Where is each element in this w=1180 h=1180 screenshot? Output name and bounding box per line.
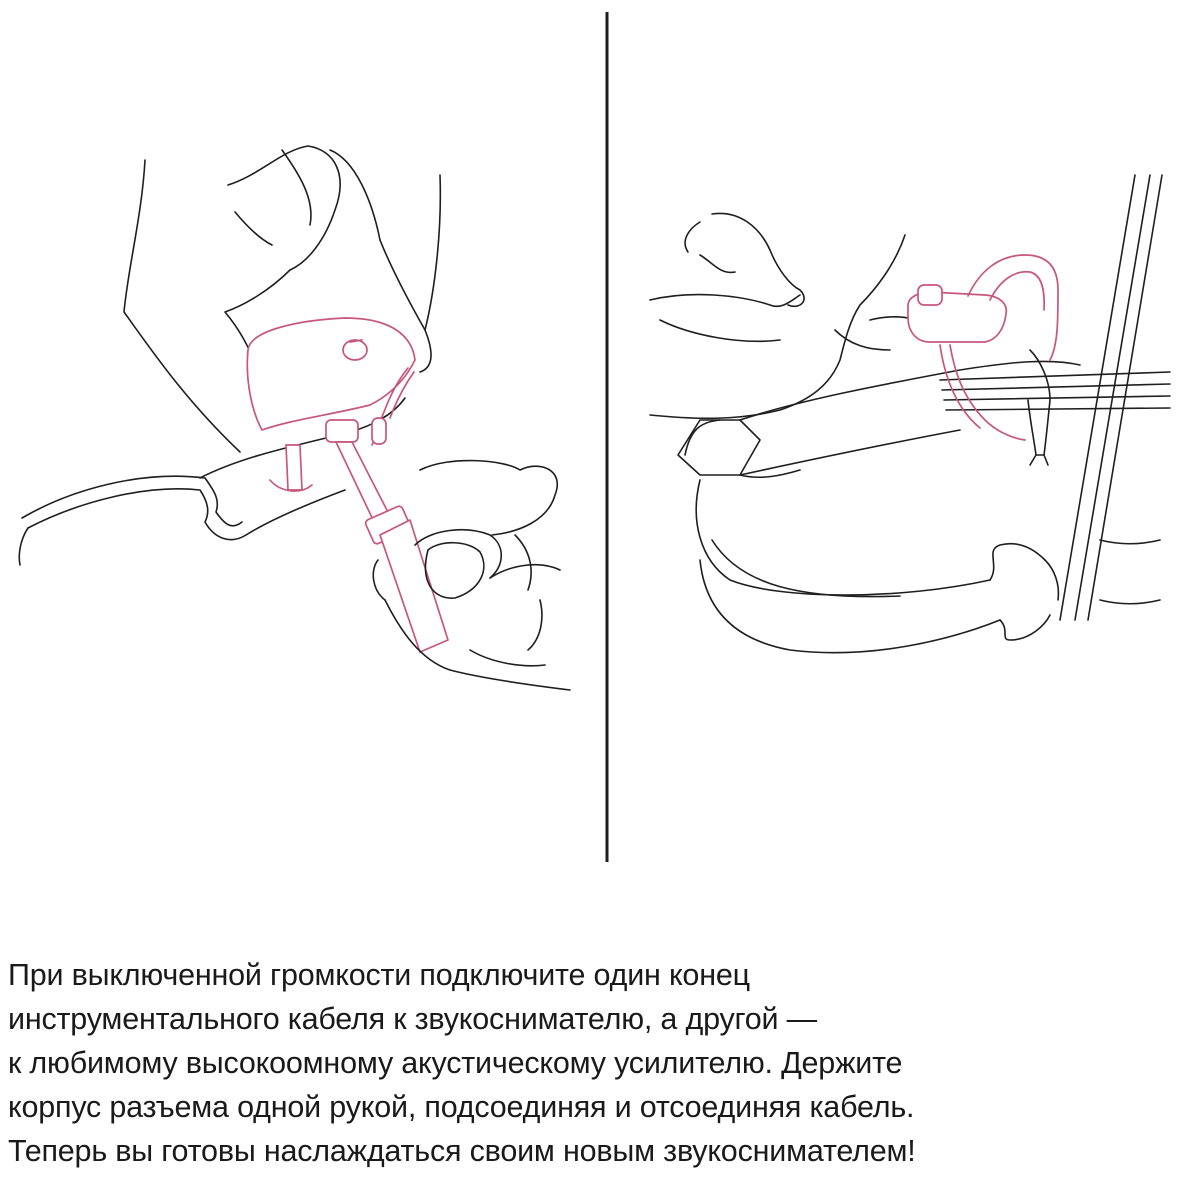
caption-line-4: корпус разъема одной рукой, подсоединяя и отсоединяя кабель. — [8, 1090, 915, 1124]
left-panel — [19, 146, 570, 690]
caption-line-5: Теперь вы готовы наслаждаться своим новым звукоснимателем! — [8, 1134, 916, 1168]
caption-line-1: При выключенной громкости подключите один конец — [8, 958, 750, 992]
caption-line-3: к любимому высокоомному акустическому усилителю. Держите — [8, 1046, 903, 1080]
right-panel — [650, 175, 1170, 653]
instruction-caption — [8, 953, 1172, 1173]
caption-line-2: инструментального кабеля к звукоснимателю, а другой — — [8, 1002, 817, 1036]
